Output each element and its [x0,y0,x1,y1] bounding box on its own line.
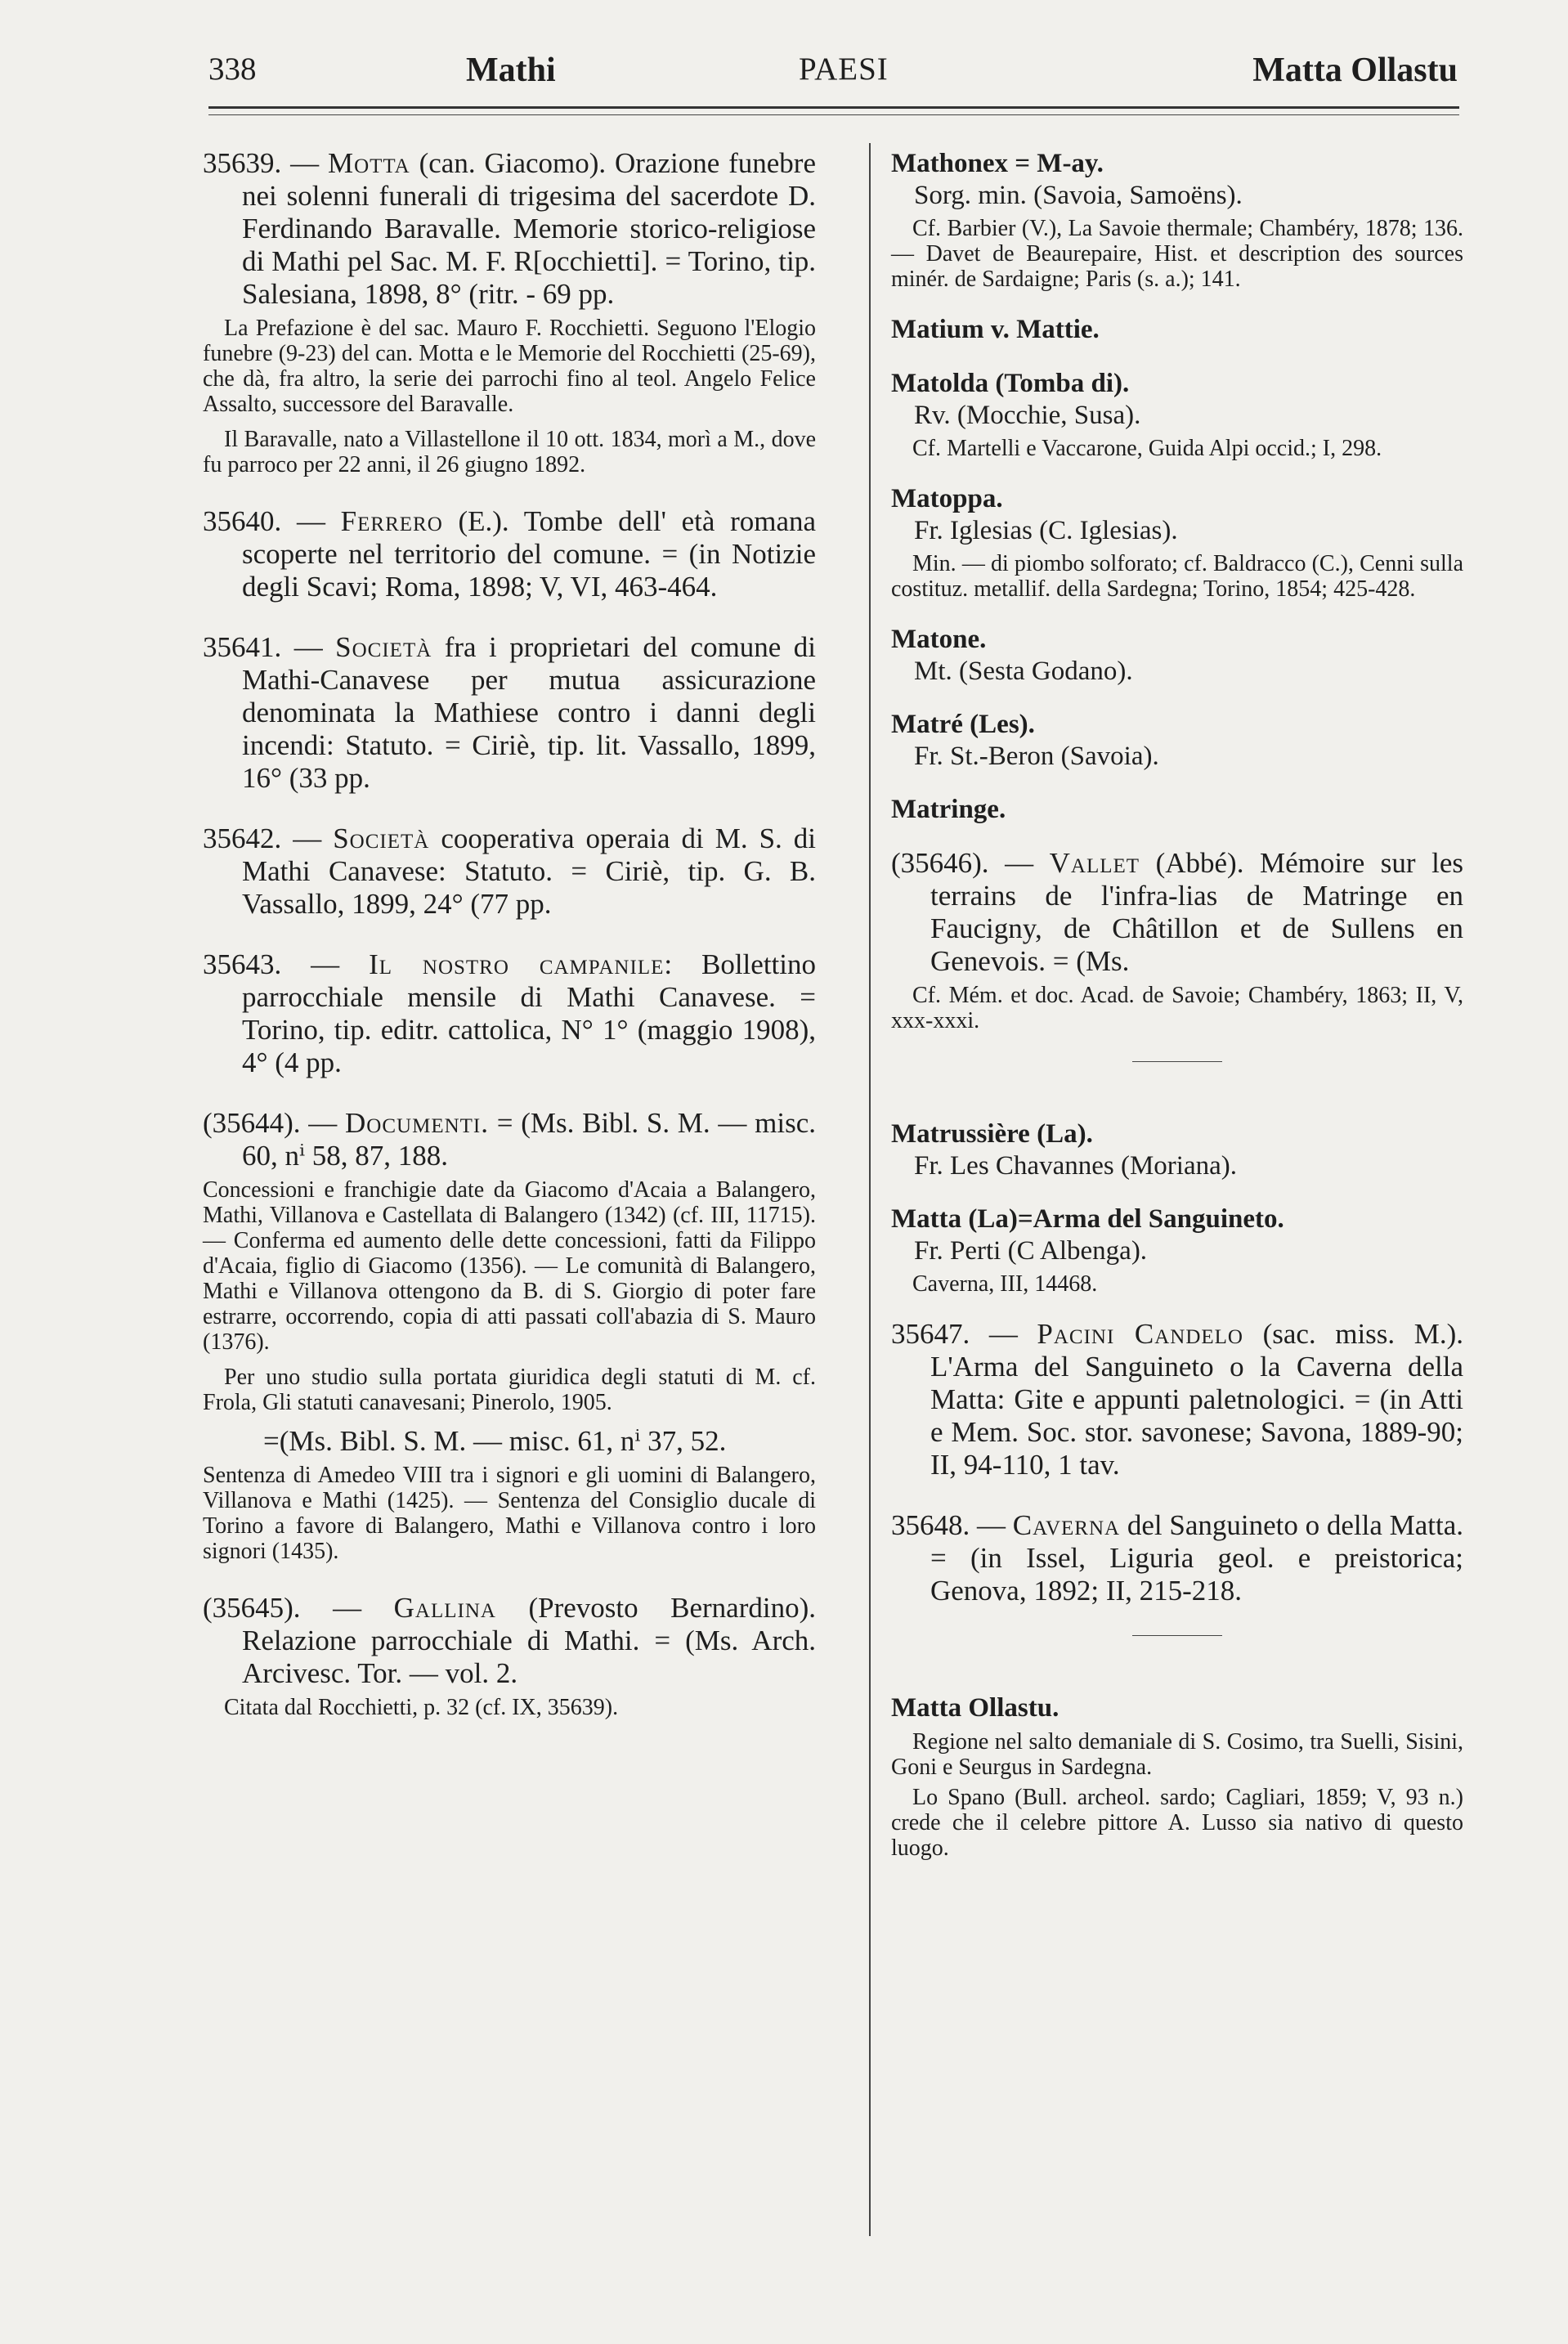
entry-number: 35639. [203,147,282,179]
entry-number: 35648. [891,1509,970,1541]
entry-dash: — [977,1509,1006,1541]
place-heading: Matta Ollastu. [891,1693,1060,1723]
entry-author: Documenti. [345,1107,489,1139]
entry-imprint: = (Ms. Arch. Arcivesc. Tor. — vol. 2. [242,1625,817,1689]
place-note: Regione nel salto demaniale di S. Cosimo, tra Suelli, Sisini, Goni e Seurgus in Sardegna. [891,1729,1463,1780]
entry-note: La Prefazione è del sac. Mauro F. Rocchietti. Seguono l'Elogio funebre (9-23) del can. Motta e le Memorie del Rocchietti (25-69), che dà, fra altro, la serie dei parrochi fino al teol. Angelo Felice Assalto, successore del Baravalle. [203,316,816,417]
place-note: Min. — di piombo solforato; cf. Baldracco (C.), Cenni sulla costituz. metallif. della Sardegna; Torino, 1854; 425-428. [891,551,1463,602]
entry-dash: — [293,822,322,854]
entry-author: Gallina [393,1592,496,1624]
entry-dash: — [296,505,325,537]
entry-35639 [203,147,816,477]
entry-imprint: = (Ms. [1052,945,1130,977]
entry-number: 35641. [203,631,282,663]
entry-body [891,1318,1463,1481]
entry-note: Cf. Mém. et doc. Acad. de Savoie; Chambéry, 1863; II, V, xxx-xxxi. [891,983,1463,1033]
entry-title: cooperativa operaia di M. S. di Mathi Canavese: Statuto. [242,822,816,887]
entry-body [203,147,816,311]
entry-author: Pacini Candelo [1037,1318,1243,1350]
entry-imprint: = (Ms. Bibl. S. M. — misc. 60, nⁱ 58, 87, 188. [242,1107,816,1172]
place-heading: Matta (La)=Arma del Sanguineto. [891,1204,1284,1234]
entry-body [891,847,1463,978]
entry-imprint: = (in Issel, Liguria geol. e preistorica; Genova, 1892; II, 215-218. [930,1542,1463,1607]
place-location: Fr. St.-Beron (Savoia). [914,742,1159,771]
place-matta-ollastu [891,1692,1463,1861]
entry-title: (Prevosto Bernardino). Relazione parrocchiale di Mathi. [242,1592,817,1656]
entry-title: (sac. miss. M.). L'Arma del Sanguineto o la Caverna della Matta: Gite e appunti paletnologici. [930,1318,1464,1415]
entry-dash: — [1005,847,1034,879]
place-location: Rv. (Mocchie, Susa). [914,401,1141,430]
entry-35647 [891,1318,1463,1481]
place-matoppa [891,482,1463,602]
place-heading: Matolda (Tomba di). [891,369,1130,398]
entry-dash: — [988,1318,1018,1350]
place-matrussiere [891,1118,1463,1181]
place-note: Lo Spano (Bull. archeol. sardo; Cagliari, 1859; V, 93 n.) crede che il celebre pittore A. Lusso sia nativo di questo luogo. [891,1785,1463,1861]
entry-body [203,948,816,1079]
place-matolda [891,367,1463,461]
entry-note: Citata dal Rocchietti, p. 32 (cf. IX, 35639). [224,1695,619,1720]
place-heading: Matoppa. [891,484,1003,513]
entry-number: (35646). [891,847,989,879]
place-matringe [891,793,1463,826]
entry-35641 [203,631,816,795]
place-heading: Matrussière (La). [891,1119,1093,1149]
place-matium [891,313,1463,346]
entry-imprint: =(Ms. Bibl. S. M. — misc. 61, nⁱ 37, 52. [263,1425,727,1457]
entry-35645 [203,1592,816,1720]
entry-35643 [203,948,816,1079]
entry-dash: — [311,948,340,980]
entry-35642 [203,822,816,921]
place-mathonex [891,147,1463,292]
entry-note: Per uno studio sulla portata giuridica degli statuti di M. cf. Frola, Gli statuti canavesani; Pinerolo, 1905. [203,1365,816,1415]
entry-title: : Bollettino parrocchiale mensile di Mathi Canavese. [242,948,816,1013]
entry-author: Motta [327,147,410,179]
entry-author: Il nostro campanile [369,948,665,980]
place-location: Fr. Iglesias (C. Iglesias). [914,516,1178,545]
place-location: Sorg. min. (Savoia, Samoëns). [914,181,1243,210]
entry-imprint: = (in Atti e Mem. Soc. stor. savonese; Savona, 1889-90; II, 94-110, 1 tav. [930,1383,1463,1481]
entry-body [203,822,816,921]
header-rule-thin [208,114,1459,115]
entry-body [203,1592,816,1690]
place-location: Fr. Perti (C Albenga). [914,1236,1148,1266]
header-right-title: Matta Ollastu [1252,52,1458,89]
entry-body [203,505,816,603]
blank-space [891,1659,1463,1692]
entry-author: Ferrero [340,505,443,537]
entry-imprint: = Ciriè, tip. G. B. Vassallo, 1899, 24° (77 pp. [242,855,817,920]
entry-author: Caverna [1012,1509,1121,1541]
entry-number: 35643. [203,948,282,980]
entry-35646 [891,847,1463,1033]
entry-note: Sentenza di Amedeo VIII tra i signori e gli uomini di Balangero, Villanova e Mathi (1425). — Sentenza del Consiglio ducale di Torino a favore di Balangero, Mathi e Villanova contro i loro signori (1435). [203,1463,816,1564]
entry-author: Società [333,822,430,854]
place-heading: Matré (Les). [891,710,1035,739]
place-heading: Matringe. [891,795,1006,824]
section-rule [1132,1061,1222,1062]
place-matone [891,623,1463,687]
entry-number: 35647. [891,1318,970,1350]
column-divider [869,143,871,2236]
entry-note: Il Baravalle, nato a Villastellone il 10 ott. 1834, morì a M., dove fu parroco per 22 anni, il 26 giugno 1892. [203,427,816,477]
entry-dash: — [293,631,323,663]
right-column [891,147,1463,1882]
entry-number: (35645). [203,1592,301,1624]
place-heading: Matone. [891,625,987,654]
place-heading: Mathonex = M-ay. [891,149,1104,178]
header-center-title: PAESI [799,52,889,87]
place-note: Cf. Martelli e Vaccarone, Guida Alpi occid.; I, 298. [912,436,1382,461]
entry-title: (can. Giacomo). Orazione funebre nei solenni funerali di trigesima del sacerdote D. Ferdinando Baravalle. Memorie storico-religiose di Mathi pel Sac. M. F. R[occhietti]. [242,147,816,277]
entry-imprint: = (in Notizie degli Scavi; Roma, 1898; V, VI, 463-464. [242,538,817,603]
header-rule-thick [208,106,1459,109]
entry-number: 35640. [203,505,282,537]
left-column [203,147,816,1748]
entry-35648 [891,1509,1463,1607]
entry-imprint: = Ciriè, tip. lit. Vassallo, 1899, 16° (33 pp. [242,729,816,794]
entry-note: Concessioni e franchigie date da Giacomo d'Acaia a Balangero, Mathi, Villanova e Castellata di Balangero (1342) (cf. III, 11715). — Conferma ed aumento delle dette concessioni, fatti da Filippo d'Acaia, figlio di Giacomo (1356). — Le comunità di Balangero, Mathi e Villanova ottengono da B. di S. Giorgio di poter fare estrarre, occorrendo, copia di atti passati coll'abazia di S. Mauro (1376). [203,1177,816,1355]
entry-dash: — [308,1107,338,1139]
entry-imprint: = Torino, tip. Salesiana, 1898, 8° (ritr. - 69 pp. [242,245,816,310]
entry-title: fra i proprietari del comune di Mathi-Canavese per mutua assicurazione denominata la Mathiese contro i danni degli incendi: Statuto. [242,631,817,761]
entry-body [203,1107,816,1172]
entry-number: (35644). [203,1107,301,1139]
place-note: Caverna, III, 14468. [912,1271,1098,1297]
entry-body [891,1509,1463,1607]
section-rule [1132,1635,1222,1636]
entry-title: del Sanguineto o della Matta. [1127,1509,1464,1541]
running-header [208,51,1458,96]
entry-35640 [203,505,816,603]
entry-dash: — [290,147,320,179]
entry-body [203,631,816,795]
blank-space [891,1085,1463,1118]
page-number: 338 [208,52,257,87]
entry-author: Società [335,631,432,663]
entry-imprint: = Torino, tip. editr. cattolica, N° 1° (maggio 1908), 4° (4 pp. [242,981,816,1078]
header-left-title: Mathi [466,52,556,89]
entry-number: 35642. [203,822,282,854]
place-matre [891,708,1463,772]
place-heading: Matium v. Mattie. [891,315,1100,344]
entry-title: (E.). Tombe dell' età romana scoperte nel territorio del comune. [242,505,817,570]
place-location: Fr. Les Chavannes (Moriana). [914,1151,1237,1181]
place-location: Mt. (Sesta Godano). [914,657,1133,686]
place-note: Cf. Barbier (V.), La Savoie thermale; Chambéry, 1878; 136. — Davet de Beaurepaire, Hist. et description des sources minér. de Sardaigne; Paris (s. a.); 141. [891,216,1463,292]
entry-35644 [203,1107,816,1564]
entry-dash: — [333,1592,362,1624]
entry-title: (Abbé). Mémoire sur les terrains de l'infra-lias de Matringe en Faucigny, de Châtillon et de Sullens en Genevois. [930,847,1463,977]
place-matta-la [891,1203,1463,1297]
entry-author: Vallet [1049,847,1140,879]
